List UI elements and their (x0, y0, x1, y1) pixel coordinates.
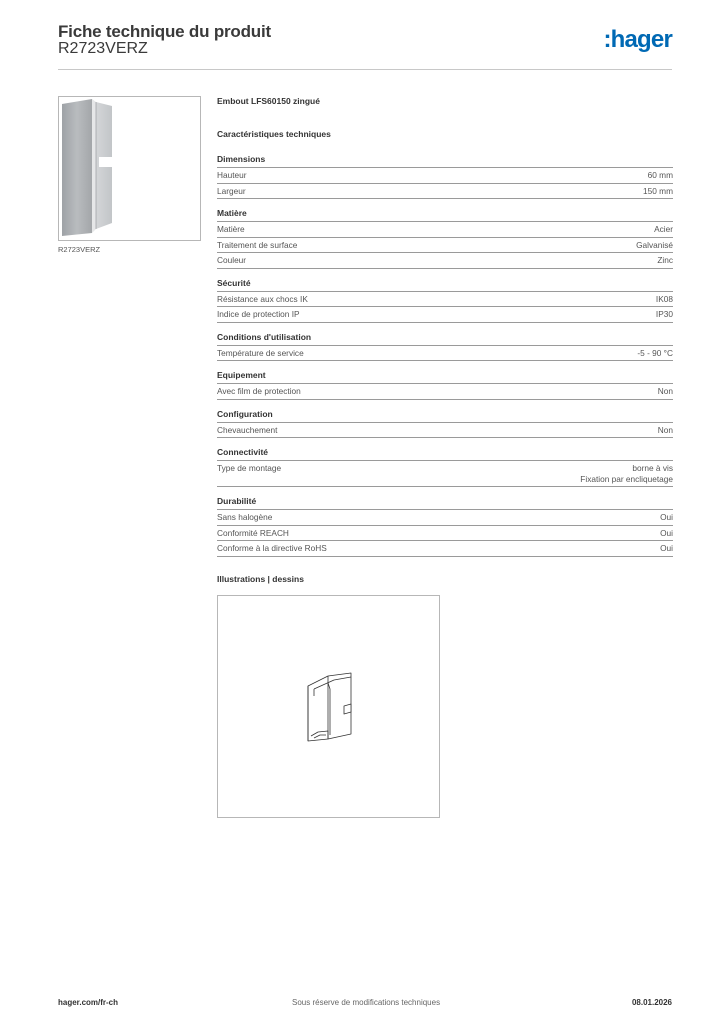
spec-value: -5 - 90 °C (637, 347, 673, 358)
page-header (58, 20, 672, 70)
spec-label: Conforme à la directive RoHS (217, 543, 327, 553)
section-title: Dimensions (217, 154, 673, 168)
spec-value: 60 mm (647, 170, 673, 180)
section-equipment (217, 370, 673, 400)
spec-value: Acier (654, 224, 673, 234)
spec-value: borne à vis (632, 463, 673, 473)
section-configuration (217, 409, 673, 439)
spec-value: Non (657, 386, 673, 396)
spec-label: Température de service (217, 347, 304, 358)
photo-caption: R2723VERZ (58, 245, 101, 254)
line-drawing-icon (218, 596, 439, 817)
section-safety (217, 278, 673, 323)
spec-value: Galvanisé (636, 239, 673, 250)
section-dimensions (217, 154, 673, 199)
spec-row (217, 423, 673, 439)
section-title: Equipement (217, 370, 673, 384)
spec-row (217, 384, 673, 400)
technical-notice: Sous réserve de modifications techniques (292, 998, 441, 1007)
spec-label: Avec film de protection (217, 386, 301, 396)
spec-label: Indice de protection IP (217, 309, 300, 319)
spec-row (217, 184, 673, 200)
spec-value: Oui (660, 543, 673, 553)
spec-row (217, 461, 673, 487)
spec-row (217, 168, 673, 184)
spec-row (217, 238, 673, 254)
spec-row (217, 541, 673, 557)
illustration-drawing (217, 595, 440, 818)
specifications (217, 96, 673, 585)
product-photo-icon (59, 97, 200, 240)
product-name: Embout LFS60150 zingué (217, 96, 320, 106)
spec-value: Non (657, 424, 673, 435)
document-date: 08.01.2026 (631, 998, 672, 1007)
spec-value: IK08 (655, 293, 673, 304)
spec-label: Type de montage (217, 463, 282, 473)
spec-row (217, 307, 673, 323)
spec-value: IP30 (655, 309, 673, 319)
spec-label: Conformité REACH (217, 527, 289, 538)
document-title: Fiche technique du produit (58, 22, 271, 41)
spec-row (217, 346, 673, 362)
spec-row (217, 526, 673, 542)
section-title: Matière (217, 208, 673, 222)
spec-label: Traitement de surface (217, 239, 298, 250)
section-title: Sécurité (217, 278, 673, 292)
section-connectivity (217, 447, 673, 487)
spec-row (217, 292, 673, 308)
hager-logo: :hager (603, 26, 672, 53)
product-reference: R2723VERZ (58, 40, 148, 57)
spec-label: Résistance aux chocs IK (217, 293, 308, 304)
section-title: Connectivité (217, 447, 673, 461)
spec-value: 150 mm (643, 185, 673, 196)
page-footer (58, 994, 672, 1010)
spec-row (217, 222, 673, 238)
section-durability (217, 496, 673, 557)
spec-row (217, 253, 673, 269)
spec-value: Fixation par encliquetage (580, 473, 673, 484)
spec-label: Matière (217, 224, 245, 234)
website-link[interactable]: hager.com/fr-ch (58, 998, 119, 1007)
section-material (217, 208, 673, 269)
spec-label: Largeur (217, 185, 246, 196)
spec-value: Oui (660, 527, 673, 538)
technical-characteristics-title: Caractéristiques techniques (217, 129, 331, 139)
spec-label: Chevauchement (217, 424, 278, 435)
section-title: Configuration (217, 409, 673, 423)
illustrations-title: Illustrations | dessins (217, 573, 304, 584)
spec-row (217, 510, 673, 526)
section-operating-conditions (217, 332, 673, 362)
product-photo (58, 96, 201, 241)
spec-label: Hauteur (217, 170, 247, 180)
section-title: Durabilité (217, 496, 673, 510)
spec-value: Oui (660, 512, 673, 522)
spec-label: Couleur (217, 255, 247, 265)
spec-label: Sans halogène (217, 512, 273, 522)
section-title: Conditions d'utilisation (217, 332, 673, 346)
spec-value: Zinc (657, 255, 673, 265)
